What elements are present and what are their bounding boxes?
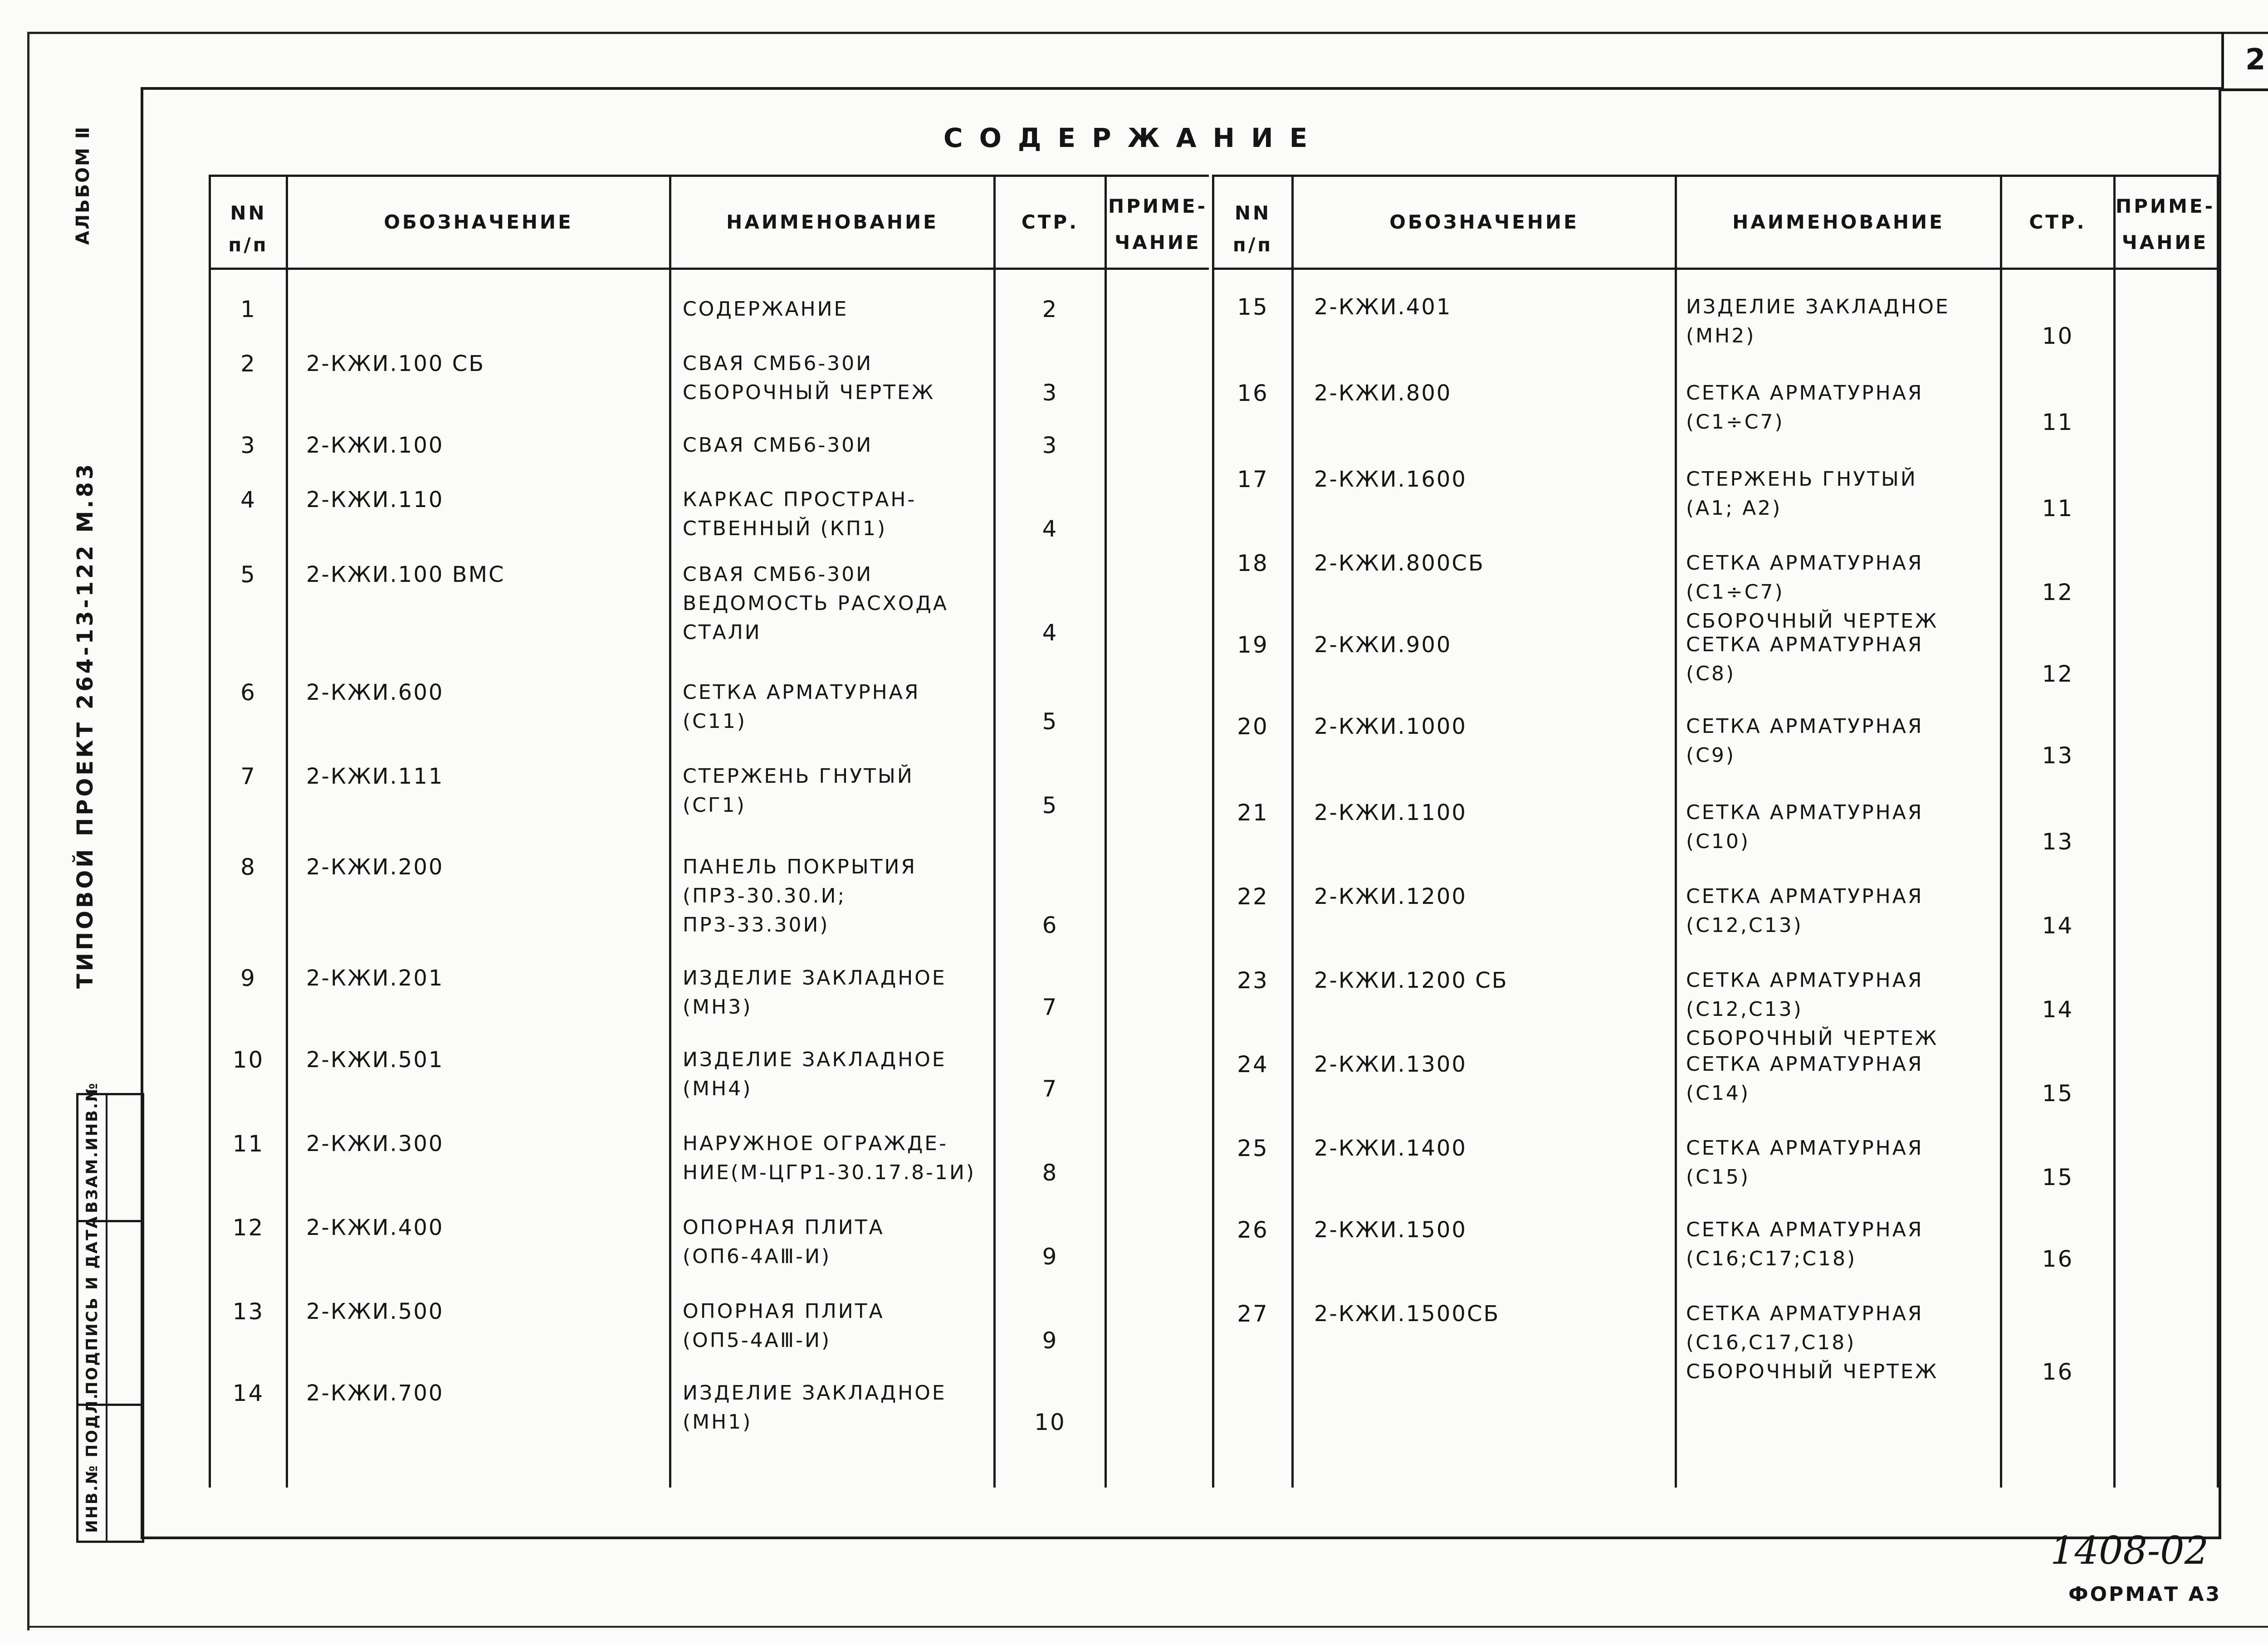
- row-name: СВАЯ СМБ6-30И СБОРОЧНЫЙ ЧЕРТЕЖ: [683, 352, 935, 404]
- column-divider: [1105, 177, 1107, 1488]
- row-name: ИЗДЕЛИЕ ЗАКЛАДНОЕ (МН4): [683, 1048, 947, 1100]
- header-note: ПРИМЕ- ЧАНИЕ: [2116, 195, 2215, 254]
- row-number: 6: [240, 679, 256, 706]
- sheet-number: 2: [2245, 43, 2266, 77]
- row-name: СТЕРЖЕНЬ ГНУТЫЙ (А1; А2): [1686, 468, 1917, 520]
- row-designation: 2-КЖИ.1000: [1314, 714, 1467, 739]
- sheet-format: ФОРМАТ А3: [2068, 1583, 2222, 1606]
- row-page: 16: [2042, 1359, 2074, 1385]
- column-divider: [993, 177, 996, 1488]
- row-designation: 2-КЖИ.700: [306, 1381, 444, 1406]
- header-divider: [211, 268, 1209, 270]
- row-designation: 2-КЖИ.401: [1314, 294, 1452, 320]
- header-num: NN п/п: [1232, 202, 1273, 256]
- row-number: 13: [232, 1298, 264, 1325]
- row-designation: 2-КЖИ.501: [306, 1047, 444, 1073]
- contents-table-left: [209, 175, 1209, 1488]
- row-page: 7: [1042, 1076, 1058, 1102]
- header-page: СТР.: [1021, 211, 1079, 233]
- row-page: 10: [1034, 1409, 1066, 1435]
- row-name: СЕТКА АРМАТУРНАЯ (С14): [1686, 1053, 1924, 1105]
- column-divider: [669, 177, 671, 1488]
- row-designation: 2-КЖИ.500: [306, 1299, 444, 1324]
- row-page: 14: [2042, 996, 2074, 1023]
- row-number: 10: [232, 1047, 264, 1073]
- row-designation: 2-КЖИ.600: [306, 680, 444, 705]
- row-page: 12: [2042, 661, 2074, 687]
- row-number: 24: [1237, 1051, 1269, 1078]
- row-number: 5: [240, 561, 256, 588]
- row-designation: 2-КЖИ.200: [306, 854, 444, 880]
- row-name: СВАЯ СМБ6-30И ВЕДОМОСТЬ РАСХОДА СТАЛИ: [683, 563, 948, 644]
- row-designation: 2-КЖИ.400: [306, 1215, 444, 1240]
- row-page: 4: [1042, 516, 1058, 542]
- stamp-signature-date: ПОДПИСЬ И ДАТА: [83, 1215, 101, 1395]
- row-number: 8: [240, 854, 256, 880]
- row-designation: 2-КЖИ.201: [306, 966, 444, 991]
- row-page: 9: [1042, 1327, 1058, 1354]
- approval-stamp-block: [76, 1082, 144, 1543]
- row-name: СТЕРЖЕНЬ ГНУТЫЙ (СГ1): [683, 765, 914, 817]
- row-name: КАРКАС ПРОСТРАН- СТВЕННЫЙ (КП1): [683, 488, 917, 540]
- row-name: СЕТКА АРМАТУРНАЯ (С1÷С7) СБОРОЧНЫЙ ЧЕРТЕЖ: [1686, 551, 1939, 633]
- row-page: 4: [1042, 620, 1058, 646]
- column-divider: [286, 177, 288, 1488]
- row-designation: 2-КЖИ.800: [1314, 381, 1452, 406]
- row-name: СЕТКА АРМАТУРНАЯ (С12,С13): [1686, 885, 1924, 937]
- row-page: 2: [1042, 296, 1058, 322]
- row-page: 15: [2042, 1164, 2074, 1190]
- header-name: НАИМЕНОВАНИЕ: [1732, 211, 1945, 233]
- row-name: СЕТКА АРМАТУРНАЯ (С8): [1686, 633, 1924, 685]
- row-designation: 2-КЖИ.1400: [1314, 1136, 1467, 1161]
- row-page: 13: [2042, 829, 2074, 855]
- row-name: ПАНЕЛЬ ПОКРЫТИЯ (ПР3-30.30.И; ПР3-33.30И): [683, 855, 917, 937]
- row-page: 13: [2042, 742, 2074, 769]
- row-number: 15: [1237, 294, 1269, 320]
- row-page: 6: [1042, 912, 1058, 938]
- row-page: 12: [2042, 579, 2074, 605]
- row-number: 25: [1237, 1135, 1269, 1161]
- row-number: 3: [240, 432, 256, 459]
- row-name: ИЗДЕЛИЕ ЗАКЛАДНОЕ (МН2): [1686, 295, 1950, 347]
- row-number: 2: [240, 351, 256, 377]
- column-divider: [1291, 177, 1294, 1488]
- row-name: ИЗДЕЛИЕ ЗАКЛАДНОЕ (МН3): [683, 966, 947, 1019]
- row-designation: 2-КЖИ.1500: [1314, 1217, 1467, 1243]
- row-number: 17: [1237, 466, 1269, 493]
- row-designation: 2-КЖИ.1500СБ: [1314, 1301, 1500, 1327]
- header-divider: [1214, 268, 2217, 270]
- row-name: СЕТКА АРМАТУРНАЯ (С15): [1686, 1137, 1924, 1189]
- row-name: СЕТКА АРМАТУРНАЯ (С10): [1686, 801, 1924, 853]
- row-number: 4: [240, 487, 256, 513]
- row-designation: 2-КЖИ.1200: [1314, 884, 1467, 909]
- row-designation: 2-КЖИ.900: [1314, 632, 1452, 658]
- project-label: ТИПОВОЙ ПРОЕКТ 264-13-122 М.83: [73, 461, 98, 989]
- row-number: 16: [1237, 380, 1269, 406]
- row-designation: 2-КЖИ.100 СБ: [306, 351, 485, 376]
- contents-table-right: [1212, 175, 2219, 1488]
- row-page: 9: [1042, 1244, 1058, 1270]
- document-code: 1408-02: [2050, 1528, 2209, 1573]
- row-designation: 2-КЖИ.1600: [1314, 467, 1467, 492]
- row-designation: 2-КЖИ.100 ВМС: [306, 562, 505, 587]
- row-designation: 2-КЖИ.1100: [1314, 800, 1467, 825]
- stamp-replacement-inv: ВЗАМ.ИНВ.№: [83, 1082, 101, 1213]
- row-name: НАРУЖНОЕ ОГРАЖДЕ- НИЕ(М-ЦГР1-30.17.8-1И): [683, 1132, 976, 1184]
- column-divider: [1675, 177, 1677, 1488]
- row-number: 11: [232, 1131, 264, 1157]
- row-designation: 2-КЖИ.100: [306, 433, 444, 458]
- row-number: 23: [1237, 967, 1269, 994]
- header-name: НАИМЕНОВАНИЕ: [726, 211, 938, 233]
- column-divider: [2113, 177, 2116, 1488]
- album-label: АЛЬБОМ Ⅱ: [73, 125, 93, 245]
- row-number: 22: [1237, 883, 1269, 910]
- row-page: 15: [2042, 1080, 2074, 1107]
- row-name: ИЗДЕЛИЕ ЗАКЛАДНОЕ (МН1): [683, 1381, 947, 1434]
- stamp-original-inv: ИНВ.№ ПОДЛ.: [83, 1392, 101, 1533]
- row-number: 9: [240, 965, 256, 991]
- stamp-divider: [106, 1095, 108, 1541]
- document-title: СОДЕРЖАНИЕ: [943, 122, 1324, 153]
- row-designation: 2-КЖИ.1300: [1314, 1052, 1467, 1077]
- row-name: СЕТКА АРМАТУРНАЯ (С16;С17;С18): [1686, 1218, 1924, 1270]
- bottom-border: [27, 1626, 2268, 1628]
- row-name: ОПОРНАЯ ПЛИТА (ОП5-4АⅢ-И): [683, 1300, 885, 1352]
- row-number: 18: [1237, 550, 1269, 576]
- row-name: СЕТКА АРМАТУРНАЯ (С16,С17,С18) СБОРОЧНЫЙ ЧЕРТЕЖ: [1686, 1302, 1939, 1383]
- row-number: 1: [240, 296, 256, 322]
- header-designation: ОБОЗНАЧЕНИЕ: [384, 211, 573, 233]
- row-page: 7: [1042, 994, 1058, 1020]
- row-name: СЕТКА АРМАТУРНАЯ (С12,С13) СБОРОЧНЫЙ ЧЕРТЕЖ: [1686, 969, 1939, 1050]
- header-page: СТР.: [2029, 211, 2087, 233]
- row-page: 10: [2042, 323, 2074, 349]
- header-num: NN п/п: [228, 202, 269, 256]
- row-designation: 2-КЖИ.800СБ: [1314, 551, 1485, 576]
- row-name: СЕТКА АРМАТУРНАЯ (С11): [683, 681, 920, 733]
- header-designation: ОБОЗНАЧЕНИЕ: [1389, 211, 1579, 233]
- row-page: 8: [1042, 1160, 1058, 1186]
- header-note: ПРИМЕ- ЧАНИЕ: [1108, 195, 1207, 254]
- row-name: ОПОРНАЯ ПЛИТА (ОП6-4АⅢ-И): [683, 1216, 885, 1268]
- row-page: 3: [1042, 380, 1058, 406]
- row-name: СОДЕРЖАНИЕ: [683, 298, 849, 321]
- row-number: 27: [1237, 1301, 1269, 1327]
- row-name: СЕТКА АРМАТУРНАЯ (С1÷С7): [1686, 381, 1924, 434]
- row-number: 21: [1237, 800, 1269, 826]
- row-number: 12: [232, 1215, 264, 1241]
- row-name: СЕТКА АРМАТУРНАЯ (С9): [1686, 715, 1924, 767]
- row-designation: 2-КЖИ.111: [306, 764, 444, 789]
- row-number: 14: [232, 1380, 264, 1406]
- row-page: 14: [2042, 912, 2074, 939]
- row-number: 20: [1237, 713, 1269, 740]
- row-number: 19: [1237, 632, 1269, 658]
- row-designation: 2-КЖИ.110: [306, 487, 444, 512]
- row-page: 11: [2042, 409, 2074, 435]
- row-page: 11: [2042, 495, 2074, 522]
- row-number: 26: [1237, 1217, 1269, 1243]
- row-name: СВАЯ СМБ6-30И: [683, 434, 873, 457]
- row-page: 5: [1042, 792, 1058, 819]
- row-page: 5: [1042, 708, 1058, 735]
- row-designation: 2-КЖИ.1200 СБ: [1314, 968, 1508, 993]
- row-page: 16: [2042, 1246, 2074, 1272]
- row-number: 7: [240, 763, 256, 790]
- row-designation: 2-КЖИ.300: [306, 1131, 444, 1156]
- row-page: 3: [1042, 432, 1058, 459]
